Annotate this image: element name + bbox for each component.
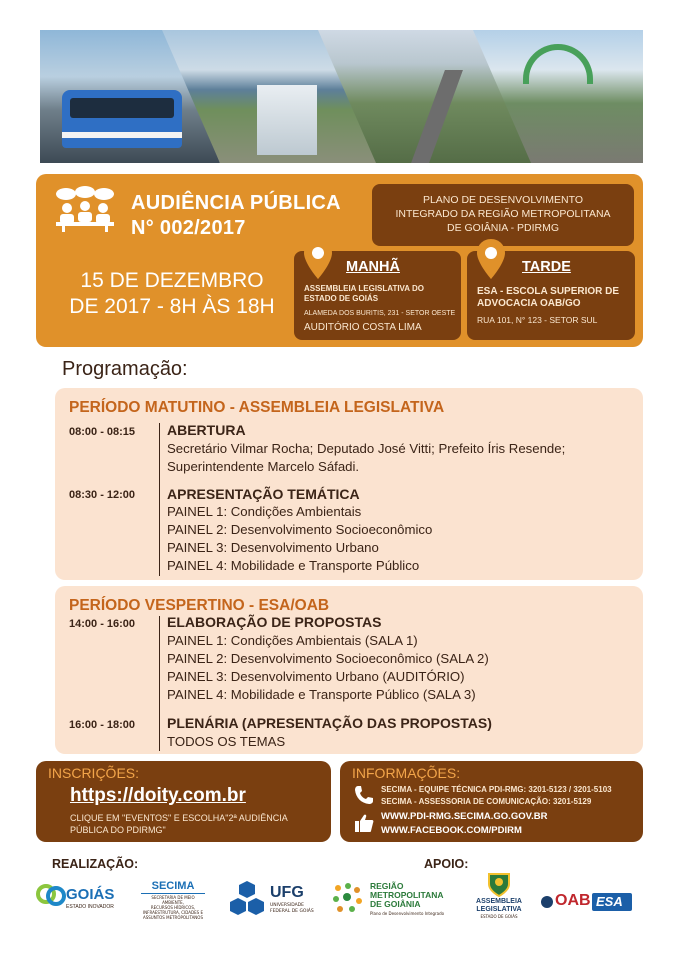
assembleia-logo-text: LEGISLATIVA (476, 906, 522, 913)
afternoon-venue-name-line1: ESA - ESCOLA SUPERIOR DE (477, 286, 620, 297)
event-detail-line: Superintendente Marcelo Sáfadi. (167, 459, 360, 474)
ufg-logo-text: UFG (270, 884, 304, 901)
plan-name-box (372, 184, 634, 246)
secima-subtext: INFRAESTRUTURA, CIDADES E (143, 910, 203, 915)
morning-venue-card (294, 251, 461, 340)
ufg-logo-subtext: FEDERAL DE GOIÁS (270, 909, 314, 914)
header-photo-strip (40, 30, 643, 163)
goias-mark-icon (36, 882, 66, 916)
coat-of-arms-icon (485, 870, 513, 898)
registration-label: INSCRIÇÕES: (48, 765, 140, 781)
location-pin-icon (477, 239, 505, 279)
road-shape (411, 70, 463, 163)
oab-logo-text: OAB (555, 892, 591, 909)
event-date (56, 268, 288, 320)
event-detail-line: Secretário Vilmar Rocha; Deputado José Vitti; Prefeito Íris Resende; (167, 441, 566, 456)
website-link[interactable]: WWW.PDI-RMG.SECIMA.GO.GOV.BR (381, 811, 548, 822)
goias-logo-subtext: ESTADO INOVADOR (66, 904, 114, 910)
plan-name-line2: INTEGRADO DA REGIÃO METROPOLITANA (395, 208, 611, 220)
event-detail-line: PAINEL 2: Desenvolvimento Socioeconômico (SALA 2) (167, 651, 489, 666)
event-title: PLENÁRIA (APRESENTAÇÃO DAS PROPOSTAS) (167, 715, 492, 731)
morning-venue-name (304, 284, 454, 304)
afternoon-venue-name-line2: ADVOCACIA OAB/GO (477, 298, 581, 309)
location-pin-icon (304, 239, 332, 279)
phone-line-press: SECIMA - ASSESSORIA DE COMUNICAÇÃO: 3201-5129 (381, 797, 592, 806)
event-title: ABERTURA (167, 422, 246, 438)
ufg-logo (228, 880, 318, 920)
assembleia-logo (471, 870, 527, 925)
rmg-logo-text: DE GOIÂNIA (370, 899, 421, 909)
rmg-dots-icon (330, 882, 366, 914)
event-time: 16:00 - 18:00 (69, 719, 136, 731)
event-time: 14:00 - 16:00 (69, 618, 136, 630)
secima-subtext: ASSUNTOS METROPOLITANOS (142, 915, 203, 920)
morning-venue-room: AUDITÓRIO COSTA LIMA (304, 322, 422, 333)
hearing-title-line1: AUDIÊNCIA PÚBLICA (131, 192, 341, 214)
event-detail-line: PAINEL 2: Desenvolvimento Socioeconômico (167, 522, 433, 537)
registration-link[interactable]: https://doity.com.br (70, 785, 246, 806)
event-detail-line: PAINEL 3: Desenvolvimento Urbano (167, 540, 379, 555)
assembleia-logo-subtext: ESTADO DE GOIÁS (480, 914, 518, 919)
registration-note (70, 812, 325, 836)
registration-note-line2: PÚBLICA DO PDIRMG" (70, 825, 166, 835)
phone-line-technical: SECIMA - EQUIPE TÉCNICA PDI-RMG: 3201-5123 / 3201-5103 (381, 785, 612, 794)
afternoon-venue-address: RUA 101, N° 123 - SETOR SUL (477, 315, 598, 325)
event-banner (36, 174, 643, 347)
registration-note-line1: CLIQUE EM "EVENTOS" E ESCOLHA"2ª AUDIÊNCIA (70, 813, 288, 823)
morning-schedule-panel (55, 388, 643, 580)
timeline-divider (159, 616, 160, 751)
event-date-line1: 15 DE DEZEMBRO (80, 269, 264, 292)
goias-logo (36, 880, 116, 920)
program-heading: Programação: (62, 358, 188, 380)
secima-subtext: RECURSOS HÍDRICOS, (150, 905, 196, 910)
rmg-logo (330, 880, 450, 920)
meeting-people-icon (54, 186, 116, 232)
afternoon-venue-card (467, 251, 635, 340)
rmg-logo-text: METROPOLITANA (370, 890, 444, 900)
information-box (340, 761, 643, 842)
morning-venue-address: ALAMEDA DOS BURITIS, 231 - SETOR OESTE (304, 310, 456, 317)
event-detail-line: PAINEL 3: Desenvolvimento Urbano (AUDITÓRIO) (167, 669, 465, 684)
ufg-logo-subtext: UNIVERSIDADE (270, 903, 304, 908)
goias-logo-text: GOIÁS (66, 886, 115, 903)
phone-icon (354, 785, 374, 805)
secima-logo (141, 880, 205, 920)
plan-name-line1: PLANO DE DESENVOLVIMENTO (422, 194, 584, 206)
ufg-hexagons-icon (228, 880, 266, 918)
morning-venue-name-line1: ASSEMBLEIA LEGISLATIVA DO (304, 284, 425, 293)
arch-shape (523, 44, 593, 84)
hearing-number: N° 002/2017 (131, 217, 246, 239)
hearing-title (131, 191, 341, 241)
morning-venue-name-line2: ESTADO DE GOIÁS (304, 294, 379, 303)
event-detail-line: PAINEL 1: Condições Ambientais (167, 504, 362, 519)
afternoon-label: TARDE (522, 259, 571, 275)
thumbs-up-icon (354, 813, 374, 833)
rmg-logo-text: REGIÃO (370, 881, 404, 891)
rmg-logo-subtext: Plano de Desenvolvimento Integrado (370, 911, 445, 916)
secima-divider (141, 893, 205, 894)
facebook-link[interactable]: WWW.FACEBOOK.COM/PDIRM (381, 825, 522, 836)
event-time: 08:30 - 12:00 (69, 489, 136, 501)
assembleia-logo-text: ASSEMBLEIA (476, 898, 522, 905)
event-time: 08:00 - 08:15 (69, 426, 136, 438)
supporters-label: APOIO: (424, 857, 469, 871)
event-detail-line: PAINEL 4: Mobilidade e Transporte Público (167, 558, 420, 573)
timeline-divider (159, 423, 160, 576)
plan-name-line3: DE GOIÂNIA - PDIRMG (446, 222, 559, 234)
event-detail-line: PAINEL 4: Mobilidade e Transporte Público (SALA 3) (167, 687, 476, 702)
afternoon-schedule-panel (55, 586, 643, 754)
afternoon-schedule-title: PERÍODO VESPERTINO - ESA/OAB (69, 597, 330, 614)
bus-shape (62, 90, 182, 148)
oab-seal-icon (540, 895, 554, 909)
esa-badge (592, 893, 632, 911)
secima-logo-text: SECIMA (151, 880, 195, 892)
registration-box (36, 761, 331, 842)
event-title: APRESENTAÇÃO TEMÁTICA (167, 486, 360, 502)
event-date-line2: DE 2017 - 8H ÀS 18H (69, 295, 275, 318)
event-detail-line: PAINEL 1: Condições Ambientais (SALA 1) (167, 633, 418, 648)
dam-spillway-shape (257, 85, 317, 155)
morning-label: MANHÃ (346, 259, 400, 275)
organizers-label: REALIZAÇÃO: (52, 857, 139, 871)
event-title: ELABORAÇÃO DE PROPOSTAS (167, 614, 382, 630)
oab-esa-logo (540, 891, 633, 913)
afternoon-venue-name (477, 286, 635, 310)
information-label: INFORMAÇÕES: (352, 765, 461, 781)
event-detail-line: TODOS OS TEMAS (167, 734, 286, 749)
secima-subtext: SECRETARIA DE MEIO AMBIENTE, (151, 895, 195, 905)
morning-schedule-title: PERÍODO MATUTINO - ASSEMBLEIA LEGISLATIVA (69, 399, 445, 416)
esa-logo-text: ESA (596, 894, 623, 909)
